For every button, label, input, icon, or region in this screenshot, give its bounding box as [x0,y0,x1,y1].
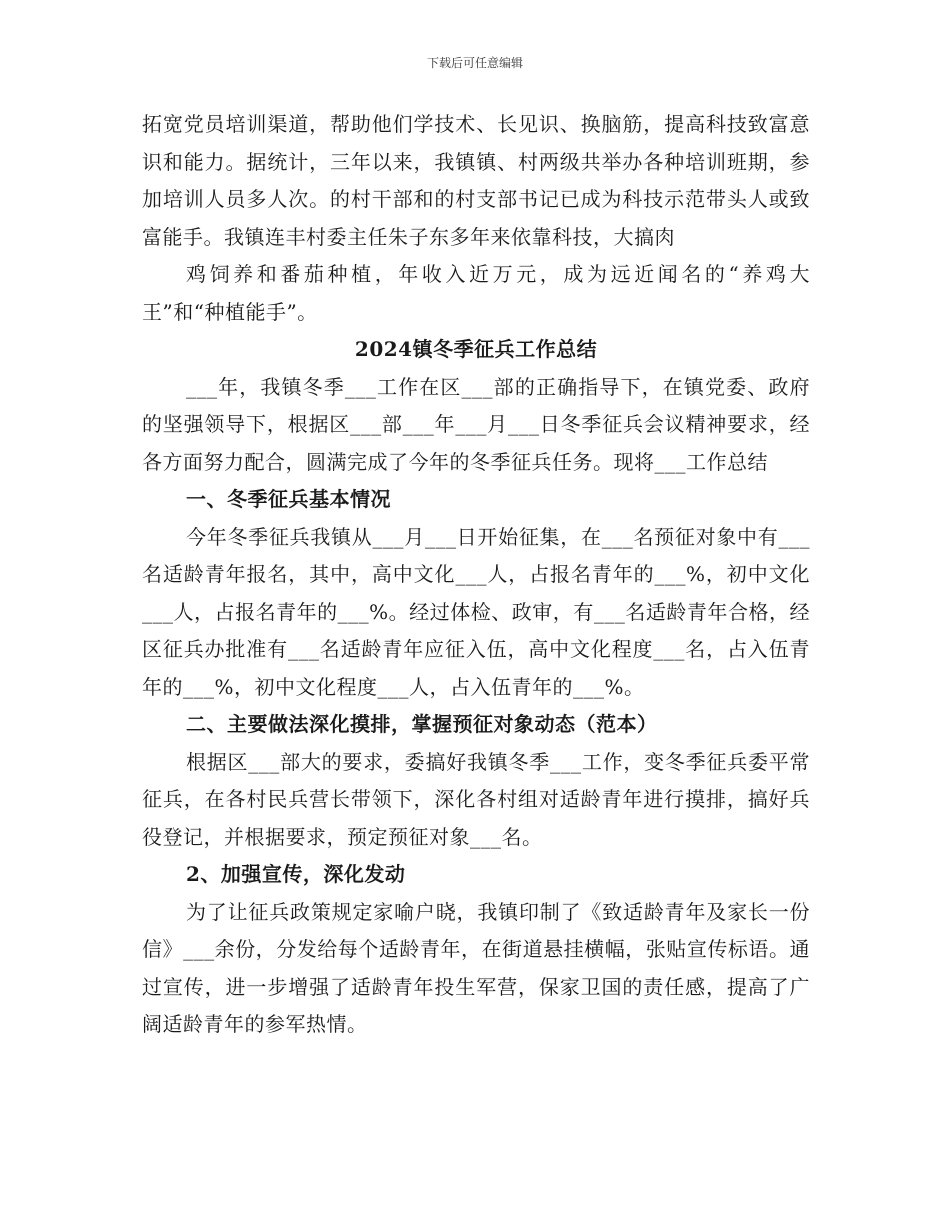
document-body [142,106,810,1044]
section-heading: 二、主要做法深化摸排，掌握预征对象动态（范本） [186,712,658,736]
paragraph: 根据区___部大的要求，委搞好我镇冬季___工作，变冬季征兵委平常征兵，在各村民兵营长带领下，深化各村组对适龄青年进行摸排，搞好兵役登记，并根据要求，预定预征对象___名。 [142,749,810,849]
paragraph: ___年，我镇冬季___工作在区___部的正确指导下，在镇党委、政府的坚强领导下，根据区___部___年___月___日冬季征兵会议精神要求，经各方面努力配合，圆满完成了今年的冬季征兵任务。现将___工作总结 [142,374,810,474]
paragraph: 为了让征兵政策规定家喻户晓，我镇印制了《致适龄青年及家长一份信》___余份，分发给每个适龄青年，在街道悬挂横幅，张贴宣传标语。通过宣传，进一步增强了适龄青年投生军营，保家卫国的责任感，提高了广阔适龄青年的参军热情。 [142,899,810,1036]
document-title: 2024镇冬季征兵工作总结 [354,337,598,361]
paragraph: 鸡饲养和番茄种植，年收入近万元，成为远近闻名的“养鸡大王”和“种植能手”。 [142,262,810,324]
page-header: 下载后可任意编辑 [426,56,523,70]
paragraph: 今年冬季征兵我镇从___月___日开始征集，在___名预征对象中有___名适龄青年报名，其中，高中文化___人，占报名青年的___%，初中文化___人，占报名青年的___%。经过体检、政审，有___名适龄青年合格，经区征兵办批准有___名适龄青年应征入伍，高中文化程度___名，占入伍青年的___%，初中文化程度___人，占入伍青年的___%。 [142,524,810,699]
section-heading: 2、加强宣传，深化发动 [186,862,406,886]
paragraph: 拓宽党员培训渠道，帮助他们学技术、长见识、换脑筋，提高科技致富意识和能力。据统计，三年以来，我镇镇、村两级共举办各种培训班期，参加培训人员多人次。的村干部和的村支部书记已成为科技示范带头人或致富能手。我镇连丰村委主任朱子东多年来依靠科技，大搞肉 [142,112,810,249]
section-heading: 一、冬季征兵基本情况 [186,487,391,511]
